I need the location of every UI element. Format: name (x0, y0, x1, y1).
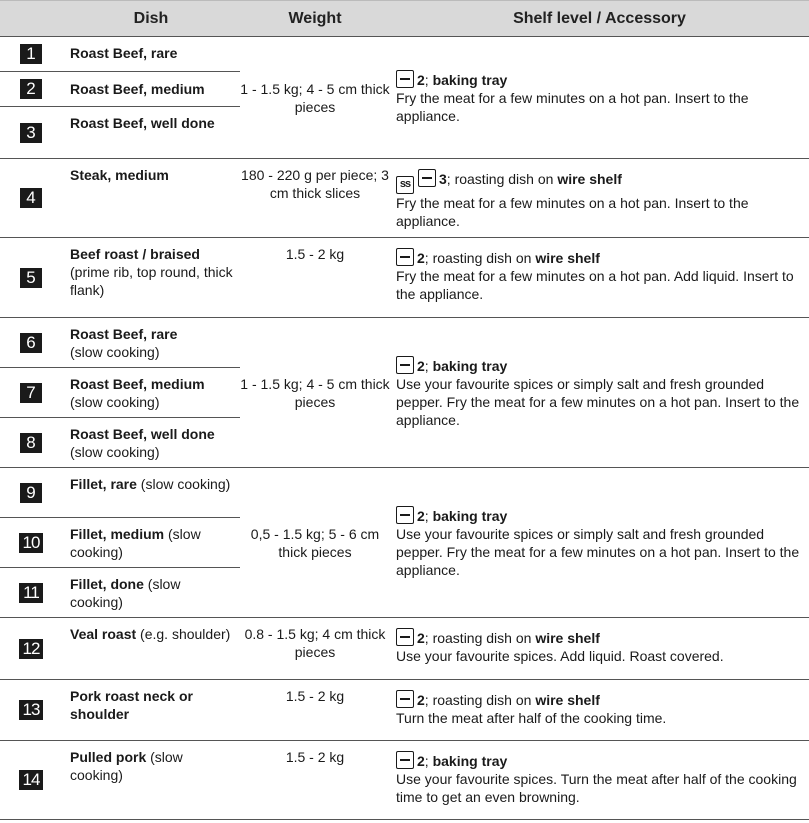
dish-note: (slow cooking) (70, 749, 183, 783)
dish-name: Fillet, rare (70, 476, 137, 492)
shelf-line: ss 3; roasting dish on wire shelf (396, 169, 801, 194)
row-number: 12 (19, 639, 43, 659)
dish-note: (slow cooking) (70, 576, 181, 610)
dish-name: Steak, medium (70, 167, 169, 183)
row-number: 2 (20, 79, 42, 99)
dish-note: (slow cooking) (70, 344, 160, 360)
dish-note: (prime rib, top round, thick flank) (70, 264, 233, 298)
row-number: 7 (20, 383, 42, 403)
row-number: 1 (20, 44, 42, 64)
dish-name: Roast Beef, medium (70, 81, 205, 97)
top-bottom-heat-icon (418, 169, 436, 187)
dish-name: Roast Beef, rare (70, 326, 178, 342)
row-number: 10 (19, 533, 43, 553)
shelf-line: 2; baking tray (396, 506, 801, 525)
top-bottom-heat-icon (396, 751, 414, 769)
shelf-line: 2; roasting dish on wire shelf (396, 628, 801, 647)
dish-note: (slow cooking) (70, 394, 160, 410)
shelf-level: 2 (417, 630, 425, 646)
top-bottom-heat-icon (396, 690, 414, 708)
dish-name: Pork roast neck or shoulder (70, 688, 193, 722)
weight-value: 1 - 1.5 kg; 4 - 5 cm thick pieces (240, 80, 390, 115)
shelf-level: 2 (417, 692, 425, 708)
row-number: 14 (19, 770, 43, 790)
table-row (0, 468, 809, 518)
accessory: wire shelf (535, 250, 600, 266)
dish-note: (slow cooking) (70, 526, 201, 560)
header-num (0, 1, 62, 37)
shelf-level: 2 (417, 250, 425, 266)
instructions: Fry the meat for a few minutes on a hot pan. Insert to the appliance. (396, 195, 749, 229)
dish-name: Fillet, medium (70, 526, 165, 542)
dish-name: Pulled pork (70, 749, 147, 765)
dish-name: Roast Beef, well done (70, 426, 215, 442)
shelf-line: 2; roasting dish on wire shelf (396, 248, 801, 267)
top-bottom-heat-icon (396, 506, 414, 524)
weight-value: 0.8 - 1.5 kg; 4 cm thick pieces (244, 626, 386, 660)
top-bottom-heat-icon (396, 70, 414, 88)
shelf-level: 2 (417, 358, 425, 374)
row-number: 11 (19, 583, 43, 603)
row-number: 5 (20, 268, 42, 288)
dish-note: (e.g. shoulder) (136, 626, 231, 642)
weight-value: 1.5 - 2 kg (285, 749, 345, 765)
shelf-level: 2 (417, 72, 425, 88)
weight-value: 180 - 220 g per piece; 3 cm thick slices (241, 167, 389, 201)
shelf-line: 2; baking tray (396, 70, 801, 89)
fan-heat-icon: ss (396, 176, 414, 194)
row-number: 13 (19, 700, 43, 720)
top-bottom-heat-icon (396, 356, 414, 374)
weight-value: 1.5 - 2 kg (285, 246, 345, 262)
instructions: Fry the meat for a few minutes on a hot pan. Add liquid. Insert to the appliance. (396, 268, 794, 302)
dish-name: Veal roast (70, 626, 137, 642)
dish-name: Roast Beef, medium (70, 376, 205, 392)
accessory: wire shelf (557, 171, 622, 187)
instructions: Use your favourite spices. Turn the meat after half of the cooking time to get an even browning. (396, 771, 797, 805)
accessory: baking tray (432, 358, 508, 374)
row-number: 8 (20, 433, 42, 453)
header-weight: Weight (240, 1, 390, 37)
shelf-level: 2 (417, 753, 425, 769)
accessory: wire shelf (535, 630, 600, 646)
dish-name: Roast Beef, well done (70, 115, 215, 131)
weight-value: 1.5 - 2 kg (285, 688, 345, 704)
row-number: 6 (20, 333, 42, 353)
accessory: baking tray (432, 72, 508, 88)
dish-note: (slow cooking) (70, 444, 160, 460)
table-header (0, 1, 809, 37)
accessory: baking tray (432, 753, 508, 769)
table-row (0, 37, 809, 72)
shelf-line: 2; roasting dish on wire shelf (396, 690, 801, 709)
shelf-level: 2 (417, 508, 425, 524)
header-dish: Dish (62, 1, 240, 37)
dish-note: (slow cooking) (136, 476, 231, 492)
instructions: Fry the meat for a few minutes on a hot pan. Insert to the appliance. (396, 90, 749, 124)
instructions: Use your favourite spices or simply salt and fresh grounded pepper. Fry the meat for a few minutes on a hot pan. Insert to the appliance. (396, 376, 800, 428)
table-row (0, 318, 809, 368)
top-bottom-heat-icon (396, 248, 414, 266)
table-row (0, 741, 809, 820)
row-number: 9 (20, 483, 42, 503)
weight-value: 0,5 - 1.5 kg; 5 - 6 cm thick pieces (250, 525, 380, 560)
accessory: wire shelf (535, 692, 600, 708)
dish-name: Fillet, done (70, 576, 144, 592)
shelf-line: 2; baking tray (396, 356, 801, 375)
row-number: 4 (20, 188, 42, 208)
shelf-line: 2; baking tray (396, 751, 801, 770)
instructions: Use your favourite spices or simply salt and fresh grounded pepper. Fry the meat for a few minutes on a hot pan. Insert to the appliance. (396, 526, 800, 578)
table-row (0, 680, 809, 741)
table-row (0, 618, 809, 680)
weight-value: 1 - 1.5 kg; 4 - 5 cm thick pieces (240, 375, 390, 410)
dish-name: Beef roast / braised (70, 246, 200, 262)
dish-name: Roast Beef, rare (70, 45, 178, 61)
accessory: baking tray (432, 508, 508, 524)
row-number: 3 (20, 123, 42, 143)
header-shelf: Shelf level / Accessory (390, 1, 809, 37)
instructions: Turn the meat after half of the cooking time. (396, 710, 667, 726)
top-bottom-heat-icon (396, 628, 414, 646)
shelf-level: 3 (439, 171, 447, 187)
instructions: Use your favourite spices. Add liquid. Roast covered. (396, 648, 724, 664)
table-row (0, 159, 809, 238)
table-row (0, 238, 809, 318)
